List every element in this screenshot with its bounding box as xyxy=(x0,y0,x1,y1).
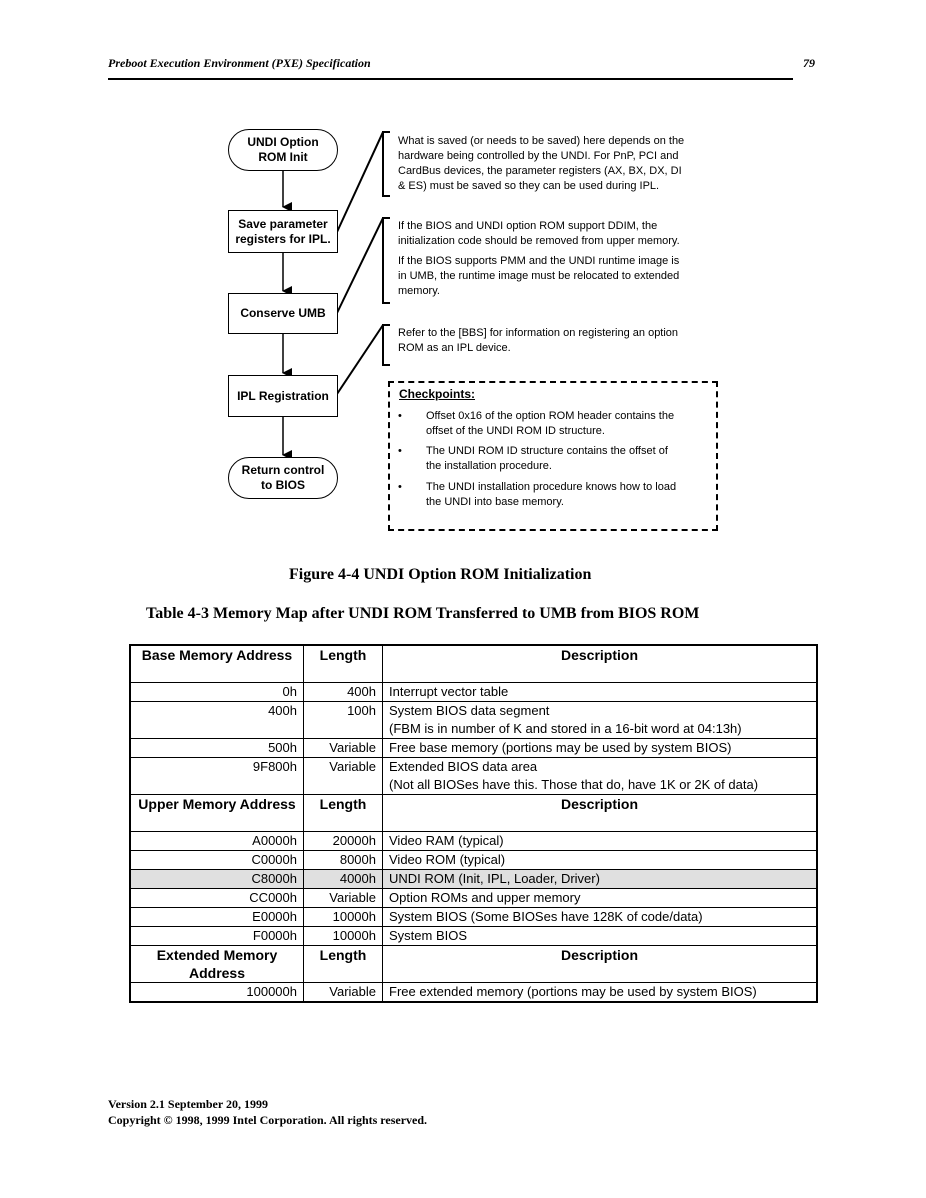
note-conserve-ddim: If the BIOS and UNDI option ROM support DDIM, the initialization code should be removed from upper memory. xyxy=(398,220,680,247)
checkpoint-item: • The UNDI ROM ID structure contains the offset of the installation procedure. xyxy=(398,445,668,472)
running-header-title: Preboot Execution Environment (PXE) Specification xyxy=(108,56,371,70)
header-cell: Description xyxy=(383,645,818,683)
node-return-control: Return control to BIOS xyxy=(228,457,338,499)
table-row: E0000h 10000h System BIOS (Some BIOSes have 128K of code/data) xyxy=(130,908,817,927)
table-row: 400h 100h System BIOS data segment (FBM is in number of K and stored in a 16-bit word at 04:13h) xyxy=(130,702,817,739)
table-header-row xyxy=(130,795,817,832)
checkpoints-title: Checkpoints: xyxy=(399,387,476,401)
table-caption: Table 4-3 Memory Map after UNDI ROM Transferred to UMB from BIOS ROM xyxy=(146,605,700,622)
table-row: C0000h 8000h Video ROM (typical) xyxy=(130,851,817,870)
footer-version: Version 2.1 September 20, 1999 xyxy=(108,1097,268,1111)
table-row: 0h 400h Interrupt vector table xyxy=(130,683,817,702)
table-row: CC000h Variable Option ROMs and upper memory xyxy=(130,889,817,908)
node-conserve-umb: Conserve UMB xyxy=(228,293,338,334)
checkpoint-item: • Offset 0x16 of the option ROM header contains the offset of the UNDI ROM ID structure. xyxy=(398,410,675,437)
header-cell: Length xyxy=(304,946,383,983)
table-row: F0000h 10000h System BIOS xyxy=(130,927,817,946)
checkpoint-item: • The UNDI installation procedure knows how to load the UNDI into base memory. xyxy=(398,481,677,508)
header-cell: Extended Memory Address xyxy=(130,946,304,983)
note-bracket xyxy=(337,218,390,313)
header-cell: Description xyxy=(383,946,818,983)
table-row: A0000h 20000h Video RAM (typical) xyxy=(130,832,817,851)
table-row: 9F800h Variable Extended BIOS data area (Not all BIOSes have this. Those that do, have 1K or 2K of data) xyxy=(130,758,817,795)
memory-map-table xyxy=(129,644,818,1003)
table-row-highlighted: C8000h 4000h UNDI ROM (Init, IPL, Loader, Driver) xyxy=(130,870,817,889)
table-row: 100000h Variable Free extended memory (portions may be used by system BIOS) xyxy=(130,983,817,1003)
node-ipl-registration: IPL Registration xyxy=(228,375,338,417)
checkpoints-box xyxy=(388,381,718,531)
footer-copyright: Copyright © 1998, 1999 Intel Corporation. All rights reserved. xyxy=(108,1113,428,1127)
header-cell: Description xyxy=(383,795,818,832)
table-header-row xyxy=(130,946,817,983)
note-conserve-pmm: If the BIOS supports PMM and the UNDI runtime image is in UMB, the runtime image must be relocated to extended memory. xyxy=(398,255,680,297)
header-cell: Upper Memory Address xyxy=(130,795,304,832)
note-bracket xyxy=(337,325,390,394)
note-ipl-bbs: Refer to the [BBS] for information on registering an option ROM as an IPL device. xyxy=(398,327,679,354)
header-cell: Length xyxy=(304,645,383,683)
table-header-row xyxy=(130,645,817,683)
header-cell: Length xyxy=(304,795,383,832)
figure-caption: Figure 4-4 UNDI Option ROM Initialization xyxy=(289,566,592,583)
table-row: 500h Variable Free base memory (portions may be used by system BIOS) xyxy=(130,739,817,758)
node-save-parameter-registers: Save parameter registers for IPL. xyxy=(228,210,338,253)
header-cell: Base Memory Address xyxy=(130,645,304,683)
page-number: 79 xyxy=(803,56,815,70)
node-undi-option-rom-init: UNDI Option ROM Init xyxy=(228,129,338,171)
note-save-registers: What is saved (or needs to be saved) here depends on the hardware being controlled by the UNDI. For PnP, PCI and CardBus devices, the parameter registers (AX, BX, DX, DI & ES) must be saved so they can be used during IPL. xyxy=(398,135,685,192)
